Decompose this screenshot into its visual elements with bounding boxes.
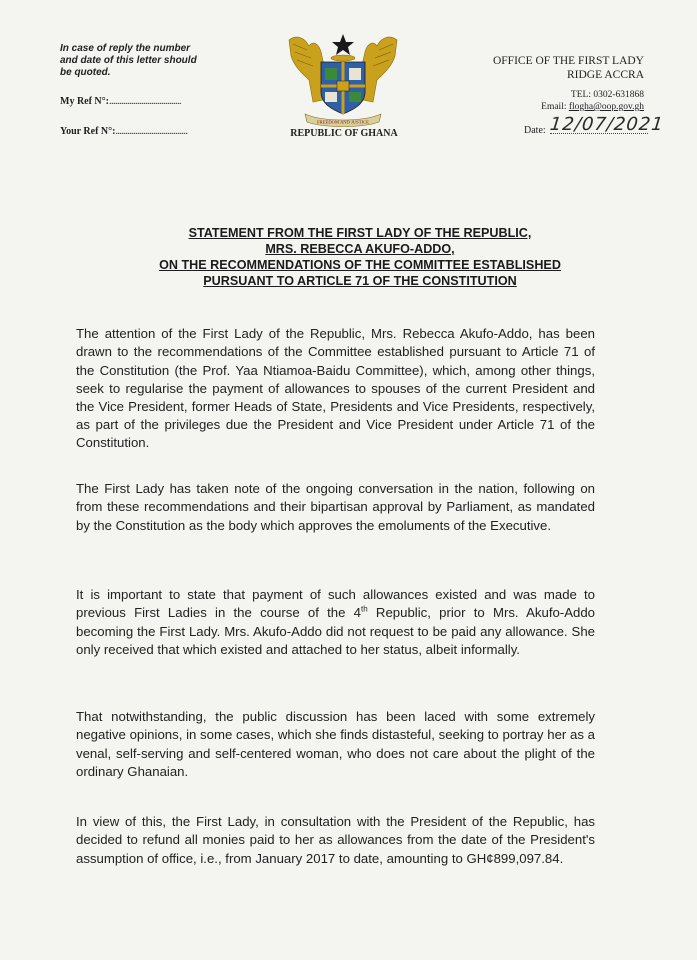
paragraph-3-start: It is important to state that payment of such allowances existed and was made to previous First Ladies in the course of the 4 bbox=[76, 587, 595, 621]
reply-note: In case of reply the number and date of this letter should be quoted. bbox=[60, 43, 197, 78]
contact-block bbox=[541, 89, 644, 113]
paragraph-5: In view of this, the First Lady, in consultation with the President of the Republic, has decided to refund all monies paid to her as allowances from the date of the President's assumption of office, i.e., from January 2017 to date, amounting to GH¢899,097.84. bbox=[76, 814, 595, 866]
paragraph-4: That notwithstanding, the public discussion has been laced with some extremely negative opinions, in some cases, which she finds distasteful, seeking to portray her as a venal, self-serving and self-centered woman, who does not care about the plight of the ordinary Ghanaian. bbox=[76, 709, 595, 779]
ordinal-suffix: th bbox=[361, 605, 368, 614]
my-ref-dots: .................................... bbox=[108, 96, 181, 107]
office-address bbox=[493, 54, 644, 82]
your-ref-label: Your Ref N°: bbox=[60, 126, 116, 137]
title-line-2: MRS. REBECCA AKUFO-ADDO, bbox=[265, 242, 455, 256]
paragraph-3 bbox=[76, 586, 595, 659]
republic-label: REPUBLIC OF GHANA bbox=[290, 128, 398, 139]
title-line-4: PURSUANT TO ARTICLE 71 OF THE CONSTITUTION bbox=[203, 274, 517, 288]
date-dotted-line bbox=[550, 133, 648, 134]
email-label: Email: bbox=[541, 102, 567, 112]
date-field bbox=[524, 114, 664, 140]
my-ref-label: My Ref N°: bbox=[60, 96, 109, 107]
ghana-coat-of-arms-icon bbox=[283, 30, 403, 130]
paragraph-1: The attention of the First Lady of the Republic, Mrs. Rebecca Akufo-Addo, has been drawn to the recommendations of the Committee established pursuant to Article 71 of the Constitution (the Prof. Yaa Ntiamoa-Baidu Committee), which, among other things, seek to regularise the payment of allowances to spouses of the current President and the Vice President, former Heads of State, Presidents and Vice Presidents, respectively, as part of the privileges due the President and Vice President under Article 71 of the Constitution. bbox=[76, 326, 595, 451]
your-ref-dots: .................................... bbox=[115, 126, 188, 137]
office-name: OFFICE OF THE FIRST LADY bbox=[492, 55, 644, 67]
paragraph-3-end: Republic, prior to Mrs. Akufo-Addo becoming the First Lady. Mrs. Akufo-Addo did not request to be paid any allowance. She only received that which existed and attached to her status, albeit informally. bbox=[76, 605, 596, 657]
email-line bbox=[541, 101, 644, 113]
statement-title bbox=[60, 225, 660, 289]
telephone: TEL: 0302-631868 bbox=[570, 90, 644, 100]
email-link[interactable]: flogha@oop.gov.gh bbox=[568, 102, 644, 112]
paragraph-2: The First Lady has taken note of the ongoing conversation in the nation, following on from these recommendations and their bipartisan approval by Parliament, as mandated by the Constitution as the body which approves the emoluments of the Executive. bbox=[76, 481, 595, 533]
office-location: RIDGE ACCRA bbox=[567, 69, 644, 81]
handwritten-date: 12/07/2021 bbox=[548, 114, 665, 135]
title-line-1: STATEMENT FROM THE FIRST LADY OF THE REPUBLIC, bbox=[188, 226, 532, 240]
your-ref-field bbox=[60, 126, 187, 137]
coat-motto: FREEDOM AND JUSTICE bbox=[317, 119, 369, 125]
date-label: Date: bbox=[524, 125, 546, 136]
my-ref-field bbox=[60, 96, 181, 107]
title-line-3: ON THE RECOMMENDATIONS OF THE COMMITTEE ESTABLISHED bbox=[159, 258, 561, 272]
